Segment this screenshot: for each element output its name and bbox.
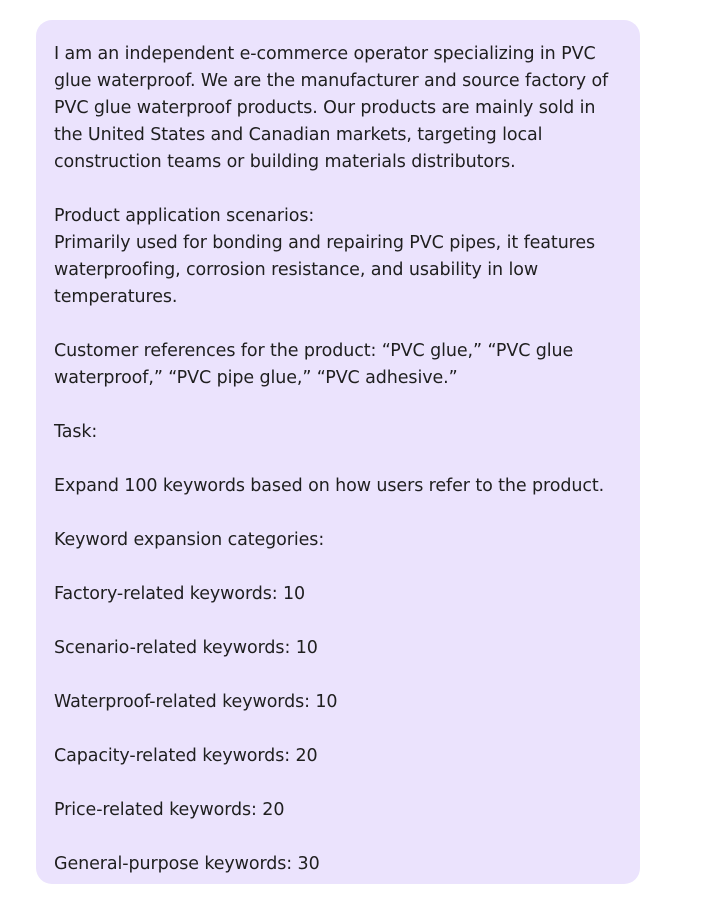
message-line: Waterproof-related keywords: 10: [54, 692, 338, 712]
category-general: [54, 851, 622, 878]
message-line: Expand 100 keywords based on how users refer to the product.: [54, 476, 605, 496]
message-line: temperatures.: [54, 287, 178, 307]
scenarios-paragraph: [54, 203, 622, 311]
category-factory: [54, 581, 622, 608]
message-line: Task:: [54, 422, 98, 442]
category-scenario: [54, 635, 622, 662]
task-heading: [54, 419, 622, 446]
category-waterproof: [54, 689, 622, 716]
message-line: Product application scenarios:: [54, 206, 315, 226]
message-line: Keyword expansion categories:: [54, 530, 325, 550]
message-line: waterproofing, corrosion resistance, and usability in low: [54, 260, 539, 280]
user-message-bubble[interactable]: [36, 20, 640, 884]
message-line: Customer references for the product: “PVC glue,” “PVC glue: [54, 341, 574, 361]
categories-heading: [54, 527, 622, 554]
message-line: Capacity-related keywords: 20: [54, 746, 318, 766]
message-line: glue waterproof. We are the manufacturer and source factory of: [54, 71, 609, 91]
message-line: construction teams or building materials distributors.: [54, 152, 516, 172]
message-line: the United States and Canadian markets, targeting local: [54, 125, 543, 145]
message-line: I am an independent e-commerce operator specializing in PVC: [54, 44, 596, 64]
category-price: [54, 797, 622, 824]
message-line: Primarily used for bonding and repairing PVC pipes, it features: [54, 233, 596, 253]
message-line: Scenario-related keywords: 10: [54, 638, 318, 658]
message-line: General-purpose keywords: 30: [54, 854, 320, 874]
references-paragraph: [54, 338, 622, 392]
intro-paragraph: [54, 41, 622, 176]
message-line: Factory-related keywords: 10: [54, 584, 306, 604]
message-line: waterproof,” “PVC pipe glue,” “PVC adhesive.”: [54, 368, 458, 388]
category-capacity: [54, 743, 622, 770]
task-description: [54, 473, 622, 500]
message-line: PVC glue waterproof products. Our products are mainly sold in: [54, 98, 596, 118]
message-line: Price-related keywords: 20: [54, 800, 285, 820]
